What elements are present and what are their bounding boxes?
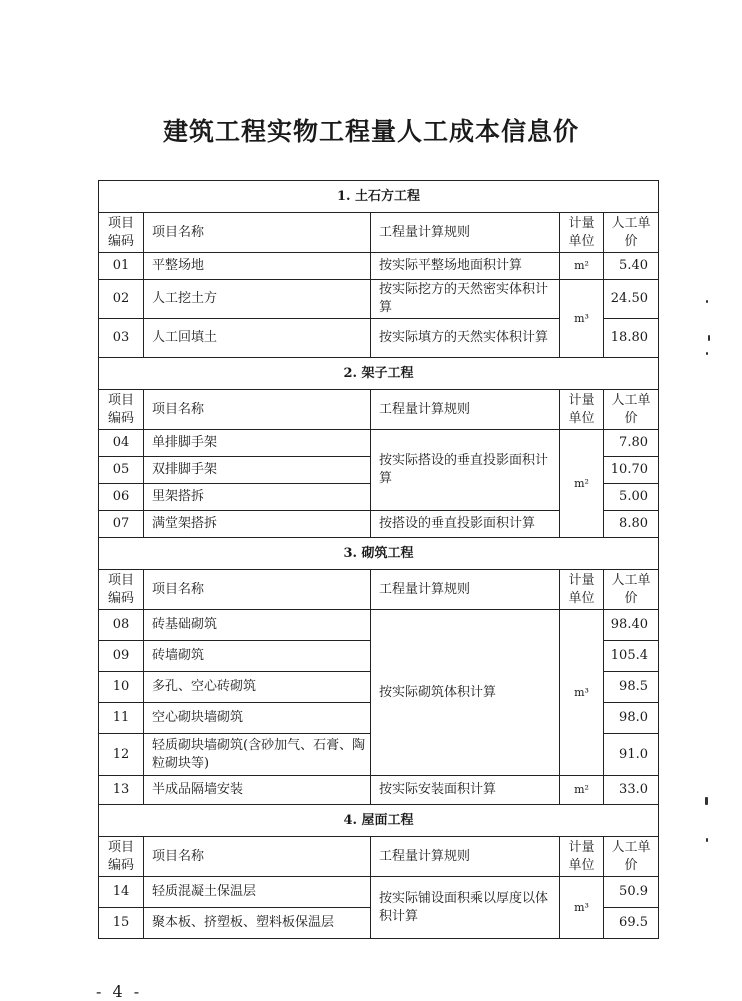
section-heading-row xyxy=(99,181,659,213)
item-code: 10 xyxy=(99,672,144,703)
cost-table xyxy=(98,180,659,939)
header-rule: 工程量计算规则 xyxy=(371,390,560,430)
item-code: 15 xyxy=(99,908,144,939)
item-code: 03 xyxy=(99,319,144,358)
column-header-row xyxy=(99,570,659,610)
item-code: 08 xyxy=(99,610,144,641)
item-name: 满堂架搭拆 xyxy=(144,511,371,538)
item-unit: m³ xyxy=(560,877,604,939)
header-name: 项目名称 xyxy=(144,390,371,430)
item-rule: 按实际平整场地面积计算 xyxy=(371,253,560,280)
item-unit: m³ xyxy=(560,610,604,776)
column-header-row xyxy=(99,390,659,430)
table-row xyxy=(99,877,659,908)
header-unit: 计量单位 xyxy=(560,570,604,610)
item-rule: 按实际搭设的垂直投影面积计算 xyxy=(371,430,560,511)
header-unit: 计量单位 xyxy=(560,213,604,253)
item-rule: 按实际挖方的天然密实体积计算 xyxy=(371,280,560,319)
table-row xyxy=(99,430,659,457)
table-row xyxy=(99,253,659,280)
cost-table-wrapper xyxy=(98,180,658,939)
table-row xyxy=(99,610,659,641)
item-unit: m² xyxy=(560,776,604,805)
item-name: 双排脚手架 xyxy=(144,457,371,484)
item-rule: 按搭设的垂直投影面积计算 xyxy=(371,511,560,538)
header-rule: 工程量计算规则 xyxy=(371,213,560,253)
item-price: 98.5 xyxy=(604,672,659,703)
header-code: 项目编码 xyxy=(99,390,144,430)
header-name: 项目名称 xyxy=(144,570,371,610)
item-name: 砖基础砌筑 xyxy=(144,610,371,641)
item-code: 12 xyxy=(99,734,144,776)
item-name: 多孔、空心砖砌筑 xyxy=(144,672,371,703)
column-header-row xyxy=(99,213,659,253)
section-title: 3. 砌筑工程 xyxy=(99,538,659,570)
header-rule: 工程量计算规则 xyxy=(371,837,560,877)
header-unit: 计量单位 xyxy=(560,390,604,430)
header-price: 人工单价 xyxy=(604,570,659,610)
column-header-row xyxy=(99,837,659,877)
item-name: 空心砌块墙砌筑 xyxy=(144,703,371,734)
item-code: 11 xyxy=(99,703,144,734)
item-price: 98.40 xyxy=(604,610,659,641)
page-number: - 4 - xyxy=(96,982,143,1001)
item-unit: m³ xyxy=(560,280,604,358)
item-name: 平整场地 xyxy=(144,253,371,280)
item-name: 轻质砌块墙砌筑(含砂加气、石膏、陶粒砌块等) xyxy=(144,734,371,776)
item-rule: 按实际填方的天然实体积计算 xyxy=(371,319,560,358)
table-row xyxy=(99,280,659,319)
item-name: 砖墙砌筑 xyxy=(144,641,371,672)
section-heading-row xyxy=(99,805,659,837)
item-code: 14 xyxy=(99,877,144,908)
header-unit: 计量单位 xyxy=(560,837,604,877)
page-title: 建筑工程实物工程量人工成本信息价 xyxy=(162,117,579,146)
item-code: 06 xyxy=(99,484,144,511)
scan-speck xyxy=(705,797,708,805)
item-rule: 按实际安装面积计算 xyxy=(371,776,560,805)
header-price: 人工单价 xyxy=(604,213,659,253)
header-name: 项目名称 xyxy=(144,837,371,877)
item-code: 05 xyxy=(99,457,144,484)
item-price: 10.70 xyxy=(604,457,659,484)
item-rule: 按实际铺设面积乘以厚度以体积计算 xyxy=(371,877,560,939)
section-title: 2. 架子工程 xyxy=(99,358,659,390)
item-code: 02 xyxy=(99,280,144,319)
item-price: 98.0 xyxy=(604,703,659,734)
item-code: 13 xyxy=(99,776,144,805)
item-name: 单排脚手架 xyxy=(144,430,371,457)
header-code: 项目编码 xyxy=(99,570,144,610)
item-name: 里架搭拆 xyxy=(144,484,371,511)
item-price: 8.80 xyxy=(604,511,659,538)
section-title: 1. 土石方工程 xyxy=(99,181,659,213)
scan-speck xyxy=(706,300,708,303)
item-code: 07 xyxy=(99,511,144,538)
item-price: 5.00 xyxy=(604,484,659,511)
item-price: 7.80 xyxy=(604,430,659,457)
section-title: 4. 屋面工程 xyxy=(99,805,659,837)
table-row xyxy=(99,776,659,805)
item-price: 91.0 xyxy=(604,734,659,776)
scan-speck xyxy=(706,352,708,355)
item-unit: m² xyxy=(560,430,604,538)
header-rule: 工程量计算规则 xyxy=(371,570,560,610)
item-price: 33.0 xyxy=(604,776,659,805)
scan-speck xyxy=(708,335,710,341)
item-unit: m² xyxy=(560,253,604,280)
item-price: 24.50 xyxy=(604,280,659,319)
item-price: 18.80 xyxy=(604,319,659,358)
item-name: 轻质混凝土保温层 xyxy=(144,877,371,908)
item-name: 人工回填土 xyxy=(144,319,371,358)
header-code: 项目编码 xyxy=(99,837,144,877)
item-name: 人工挖土方 xyxy=(144,280,371,319)
item-price: 105.4 xyxy=(604,641,659,672)
scan-speck xyxy=(706,838,708,842)
section-heading-row xyxy=(99,358,659,390)
header-name: 项目名称 xyxy=(144,213,371,253)
section-heading-row xyxy=(99,538,659,570)
item-price: 5.40 xyxy=(604,253,659,280)
item-name: 半成品隔墙安装 xyxy=(144,776,371,805)
item-rule: 按实际砌筑体积计算 xyxy=(371,610,560,776)
item-price: 69.5 xyxy=(604,908,659,939)
item-code: 09 xyxy=(99,641,144,672)
header-price: 人工单价 xyxy=(604,837,659,877)
header-price: 人工单价 xyxy=(604,390,659,430)
item-code: 04 xyxy=(99,430,144,457)
header-code: 项目编码 xyxy=(99,213,144,253)
item-price: 50.9 xyxy=(604,877,659,908)
item-name: 聚本板、挤塑板、塑料板保温层 xyxy=(144,908,371,939)
item-code: 01 xyxy=(99,253,144,280)
